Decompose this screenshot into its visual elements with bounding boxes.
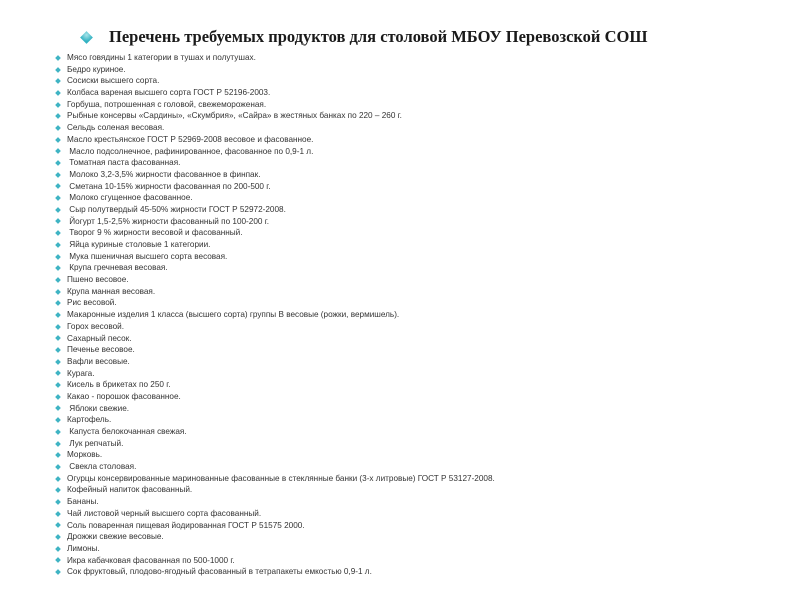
list-item bbox=[56, 356, 780, 368]
list-item bbox=[56, 449, 780, 461]
list-item-text: Сыр полутвердый 45-50% жирности ГОСТ Р 52972-2008. bbox=[67, 204, 286, 214]
diamond-bullet-icon bbox=[55, 569, 61, 575]
list-item bbox=[56, 438, 780, 450]
list-item-text: Сметана 10-15% жирности фасованная по 200-500 г. bbox=[67, 181, 271, 191]
list-item-text: Макаронные изделия 1 класса (высшего сорта) группы В весовые (рожки, вермишель). bbox=[67, 310, 400, 320]
diamond-bullet-icon bbox=[55, 137, 61, 143]
diamond-bullet-icon bbox=[55, 207, 61, 213]
list-item-text: Картофель. bbox=[67, 415, 112, 425]
list-item bbox=[56, 99, 780, 111]
list-item-text: Свекла столовая. bbox=[67, 462, 137, 472]
diamond-bullet-icon bbox=[55, 452, 61, 458]
diamond-bullet-icon bbox=[55, 277, 61, 283]
diamond-bullet-icon bbox=[55, 160, 61, 166]
list-item bbox=[56, 204, 780, 216]
list-item bbox=[56, 87, 780, 99]
list-item-text: Печенье весовое. bbox=[67, 345, 135, 355]
list-item bbox=[56, 461, 780, 473]
list-item-text: Соль поваренная пищевая йодированная ГОСТ Р 51575 2000. bbox=[67, 520, 305, 530]
list-item bbox=[56, 309, 780, 321]
list-item bbox=[56, 379, 780, 391]
list-item-text: Томатная паста фасованная. bbox=[67, 158, 181, 168]
list-item bbox=[56, 192, 780, 204]
diamond-bullet-icon bbox=[55, 406, 61, 412]
list-item-text: Молоко сгущенное фасованное. bbox=[67, 193, 193, 203]
product-list bbox=[56, 52, 780, 578]
diamond-bullet-icon bbox=[55, 125, 61, 131]
list-item-text: Творог 9 % жирности весовой и фасованный. bbox=[67, 228, 243, 238]
diamond-bullet-icon bbox=[55, 219, 61, 225]
list-item bbox=[56, 344, 780, 356]
list-item-text: Мука пшеничная высшего сорта весовая. bbox=[67, 251, 228, 261]
diamond-bullet-icon bbox=[55, 417, 61, 423]
list-item bbox=[56, 216, 780, 228]
diamond-bullet-icon bbox=[55, 289, 61, 295]
diamond-bullet-icon bbox=[55, 487, 61, 493]
list-item-text: Сахарный песок. bbox=[67, 333, 132, 343]
diamond-bullet-icon bbox=[55, 499, 61, 505]
list-item bbox=[56, 333, 780, 345]
list-item bbox=[56, 368, 780, 380]
list-item bbox=[56, 473, 780, 485]
diamond-bullet-icon bbox=[80, 31, 93, 44]
diamond-bullet-icon bbox=[55, 534, 61, 540]
diamond-bullet-icon bbox=[55, 558, 61, 564]
list-item-text: Бананы. bbox=[67, 497, 99, 507]
list-item bbox=[56, 64, 780, 76]
diamond-bullet-icon bbox=[55, 511, 61, 517]
list-item-text: Кисель в брикетах по 250 г. bbox=[67, 380, 171, 390]
list-item-text: Бедро куриное. bbox=[67, 64, 126, 74]
diamond-bullet-icon bbox=[55, 523, 61, 529]
diamond-bullet-icon bbox=[55, 324, 61, 330]
list-item-text: Мясо говядины 1 категории в тушах и полутушах. bbox=[67, 53, 256, 62]
list-item-text: Сок фруктовый, плодово-ягодный фасованный в тетрапакеты емкостью 0,9-1 л. bbox=[67, 567, 372, 577]
diamond-bullet-icon bbox=[55, 149, 61, 155]
list-item bbox=[56, 181, 780, 193]
list-item bbox=[56, 52, 780, 64]
list-item-text: Дрожжи свежие весовые. bbox=[67, 532, 164, 542]
list-item bbox=[56, 274, 780, 286]
list-item bbox=[56, 169, 780, 181]
list-item-text: Пшено весовое. bbox=[67, 275, 129, 285]
page-title: Перечень требуемых продуктов для столовой МБОУ Перевозской СОШ bbox=[109, 27, 648, 46]
diamond-bullet-icon bbox=[55, 300, 61, 306]
list-item bbox=[56, 122, 780, 134]
list-item-text: Масло крестьянское ГОСТ Р 52969-2008 весовое и фасованное. bbox=[67, 134, 314, 144]
list-item bbox=[56, 251, 780, 263]
list-item bbox=[56, 566, 780, 578]
list-item-text: Какао - порошок фасованное. bbox=[67, 391, 181, 401]
list-item bbox=[56, 146, 780, 158]
list-item bbox=[56, 496, 780, 508]
list-item bbox=[56, 297, 780, 309]
list-item bbox=[56, 543, 780, 555]
diamond-bullet-icon bbox=[55, 78, 61, 84]
diamond-bullet-icon bbox=[55, 382, 61, 388]
diamond-bullet-icon bbox=[55, 172, 61, 178]
list-item-text: Йогурт 1,5-2,5% жирности фасованный по 100-200 г. bbox=[67, 216, 269, 226]
list-item bbox=[56, 321, 780, 333]
diamond-bullet-icon bbox=[55, 90, 61, 96]
list-item bbox=[56, 157, 780, 169]
list-item bbox=[56, 484, 780, 496]
list-item-text: Курага. bbox=[67, 368, 95, 378]
diamond-bullet-icon bbox=[55, 546, 61, 552]
diamond-bullet-icon bbox=[55, 184, 61, 190]
list-item bbox=[56, 134, 780, 146]
list-item bbox=[56, 262, 780, 274]
list-item bbox=[56, 414, 780, 426]
diamond-bullet-icon bbox=[55, 113, 61, 119]
list-item-text: Кофейный напиток фасованный. bbox=[67, 485, 193, 495]
list-item bbox=[56, 227, 780, 239]
list-item-text: Горбуша, потрошенная с головой, свежемороженая. bbox=[67, 99, 267, 109]
diamond-bullet-icon bbox=[55, 394, 61, 400]
list-item bbox=[56, 286, 780, 298]
list-item-text: Морковь. bbox=[67, 450, 103, 460]
list-item bbox=[56, 239, 780, 251]
list-item bbox=[56, 555, 780, 567]
list-item-text: Колбаса вареная высшего сорта ГОСТ Р 52196-2003. bbox=[67, 88, 271, 98]
list-item-text: Вафли весовые. bbox=[67, 356, 130, 366]
list-item-text: Капуста белокочанная свежая. bbox=[67, 427, 187, 436]
diamond-bullet-icon bbox=[55, 371, 61, 377]
diamond-bullet-icon bbox=[55, 102, 61, 108]
diamond-bullet-icon bbox=[55, 429, 61, 435]
list-item-text: Крупа манная весовая. bbox=[67, 286, 156, 296]
list-item-text: Яйца куриные столовые 1 категории. bbox=[67, 240, 211, 249]
list-item-text: Лук репчатый. bbox=[67, 438, 124, 448]
list-item bbox=[56, 508, 780, 520]
list-item bbox=[56, 75, 780, 87]
list-item bbox=[56, 110, 780, 122]
list-item bbox=[56, 391, 780, 403]
list-item-text: Масло подсолнечное, рафинированное, фасованное по 0,9-1 л. bbox=[67, 146, 314, 156]
diamond-bullet-icon bbox=[55, 242, 61, 248]
list-item-text: Молоко 3,2-3,5% жирности фасованное в финпак. bbox=[67, 169, 261, 179]
list-item-text: Рыбные консервы «Сардины», «Скумбрия», «Сайра» в жестяных банках по 220 – 260 г. bbox=[67, 111, 402, 121]
diamond-bullet-icon bbox=[55, 254, 61, 260]
diamond-bullet-icon bbox=[55, 265, 61, 271]
list-item bbox=[56, 426, 780, 438]
diamond-bullet-icon bbox=[55, 55, 61, 61]
list-item-text: Огурцы консервированные маринованные фасованные в стеклянные банки (3-х литровые) ГОСТ Р 53127-2008. bbox=[67, 473, 495, 483]
list-item-text: Яблоки свежие. bbox=[67, 403, 130, 413]
list-item-text: Икра кабачковая фасованная по 500-1000 г. bbox=[67, 555, 235, 565]
diamond-bullet-icon bbox=[55, 195, 61, 201]
list-item bbox=[56, 403, 780, 415]
diamond-bullet-icon bbox=[55, 336, 61, 342]
diamond-bullet-icon bbox=[55, 347, 61, 353]
diamond-bullet-icon bbox=[55, 476, 61, 482]
diamond-bullet-icon bbox=[55, 312, 61, 318]
list-item-text: Сосиски высшего сорта. bbox=[67, 76, 160, 86]
list-item bbox=[56, 531, 780, 543]
diamond-bullet-icon bbox=[55, 230, 61, 236]
list-item-text: Крупа гречневая весовая. bbox=[67, 263, 168, 273]
list-item-text: Сельдь соленая весовая. bbox=[67, 123, 165, 133]
list-item bbox=[56, 520, 780, 532]
diamond-bullet-icon bbox=[55, 67, 61, 73]
list-item-text: Лимоны. bbox=[67, 543, 100, 553]
title-row bbox=[82, 22, 780, 52]
list-item-text: Рис весовой. bbox=[67, 298, 117, 308]
diamond-bullet-icon bbox=[55, 464, 61, 470]
list-item-text: Чай листовой черный высшего сорта фасованный. bbox=[67, 508, 262, 518]
list-item-text: Горох весовой. bbox=[67, 321, 125, 331]
diamond-bullet-icon bbox=[55, 359, 61, 365]
diamond-bullet-icon bbox=[55, 441, 61, 447]
